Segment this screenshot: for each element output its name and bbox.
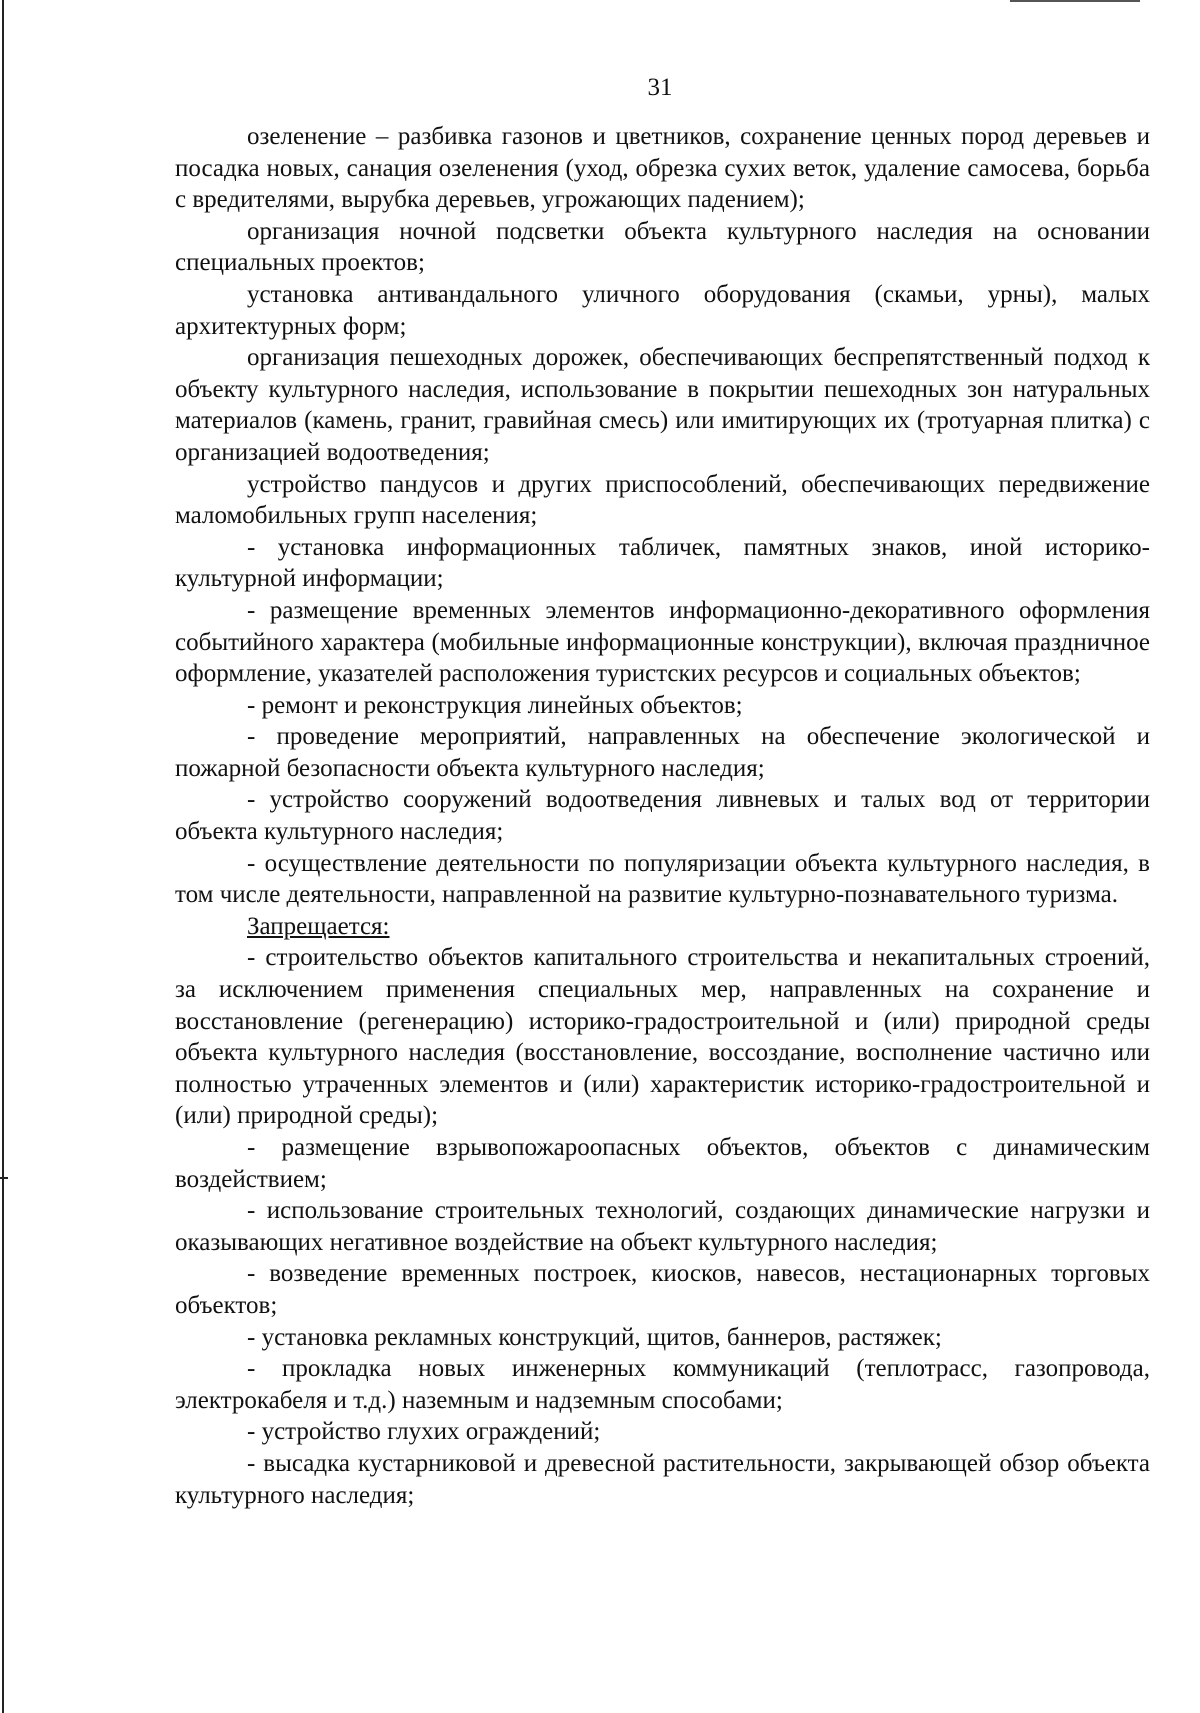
paragraph-info-plates: - установка информационных табличек, памятных знаков, иной историко-культурной информации; [175,533,1150,593]
paragraph-drainage: - устройство сооружений водоотведения ливневых и талых вод от территории объекта культурного наследия; [175,786,1150,846]
scan-border-left [2,0,4,1713]
paragraph-linear-objects: - ремонт и реконструкция линейных объектов; [247,691,743,719]
prohibited-heading-text: Запрещается: [247,912,390,940]
prohibited-item-technologies: - использование строительных технологий, создающих динамические нагрузки и оказывающих негативное воздействие на объект культурного наследия; [175,1197,1150,1256]
scan-margin-tick [0,1177,8,1179]
prohibited-heading [175,911,1150,943]
paragraph-popularization: - осуществление деятельности по популяризации объекта культурного наследия, в том числе деятельности, направленной на развитие культурно-познавательного туризма. [175,849,1150,909]
paragraph-street-equipment: установка антивандального уличного оборудования (скамьи, урны), малых архитектурных форм; [175,280,1150,340]
prohibited-item-advertising: - установка рекламных конструкций, щитов, баннеров, растяжек; [247,1323,942,1351]
paragraph-temporary-decor: - размещение временных элементов информационно-декоративного оформления событийного характера (мобильные информационные конструкции), включая праздничное оформление, указателей расположения туристских ресурсов и социальных объектов; [175,596,1150,688]
paragraph-ramps: устройство пандусов и других приспособлений, обеспечивающих передвижение маломобильных групп населения; [175,470,1150,530]
prohibited-item-fences: - устройство глухих ограждений; [247,1418,601,1446]
page-number: 31 [647,74,673,101]
paragraph-pedestrian-paths: организация пешеходных дорожек, обеспечивающих беспрепятственный подход к объекту культурного наследия, использование в покрытии пешеходных зон натуральных материалов (камень, гранит, гравийная смесь) или имитирующих их (тротуарная плитка) с организацией водоотведения; [175,344,1150,466]
prohibited-item-explosive-objects: - размещение взрывопожароопасных объектов, объектов с динамическим воздействием; [175,1134,1150,1193]
paragraph-night-lighting: организация ночной подсветки объекта культурного наследия на основании специальных проектов; [175,217,1150,277]
prohibited-item-utilities: - прокладка новых инженерных коммуникаций (теплотрасс, газопровода, электрокабеля и т.д.) наземным и надземным способами; [175,1355,1150,1414]
paragraph-greening: озеленение – разбивка газонов и цветников, сохранение ценных пород деревьев и посадка новых, санация озеленения (уход, обрезка сухих веток, удаление самосева, борьба с вредителями, вырубка деревьев, угрожающих падением); [175,123,1150,214]
document-body [175,121,1150,1511]
prohibited-item-vegetation: - высадка кустарниковой и древесной растительности, закрывающей обзор объекта культурного наследия; [175,1449,1150,1509]
prohibited-item-construction: - строительство объектов капитального строительства и некапитальных строений, за исключением применения специальных мер, направленных на сохранение и восстановление (регенерацию) историко-градостроительной и (или) природной среды объекта культурного наследия (восстановление, воссоздание, восполнение частично или полностью утраченных элементов и (или) характеристик историко-градостроительной и (или) природной среды); [175,944,1150,1130]
scan-border-top [1010,0,1140,2]
prohibited-item-temporary-buildings: - возведение временных построек, киосков, навесов, нестационарных торговых объектов; [175,1260,1150,1319]
paragraph-safety-measures: - проведение мероприятий, направленных на обеспечение экологической и пожарной безопасности объекта культурного наследия; [175,723,1150,782]
